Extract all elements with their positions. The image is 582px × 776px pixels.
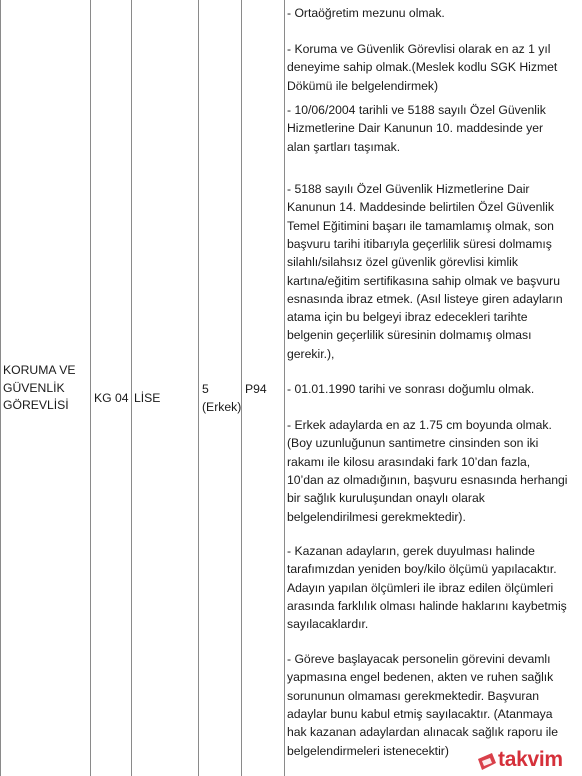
takvim-logo-text: takvim [498, 748, 563, 771]
requirement-line: adaylar bunu kabul etmiş sayılacaktır. (Atanmaya [287, 706, 553, 721]
requirement-line: başvuru tarihi itibarıyla geçerlilik süresi dolmamış [287, 236, 552, 251]
requirement-line: 10’dan az olmadığının, başvuru esnasında herhangi [287, 472, 568, 487]
requirement-line: - Ortaöğretim mezunu olmak. [287, 6, 445, 20]
requirement-line: esnasında ibraz etmek. (Asıl listeye giren adayların [287, 291, 563, 306]
requirement-line: bir sağlık kuruluşundan onaylı olarak [287, 491, 485, 506]
requirement-line: sayılacaklardır. [287, 617, 369, 632]
requirement-line: - Erkek adaylarda en az 1.75 cm boyunda olmak. [287, 418, 552, 432]
requirement-line: Dökümü ile belgelendirmek) [287, 78, 439, 93]
requirement-line: - 10/06/2004 tarihli ve 5188 sayılı Özel Güvenlik [287, 103, 546, 117]
requirement-line: (Boy uzunluğunun santimetre cinsinden son iki [287, 436, 539, 451]
takvim-logo-icon [476, 751, 498, 773]
requirements-cell [287, 0, 582, 776]
requirement-line: - 01.01.1990 tarihi ve sonrası doğumlu olmak. [287, 382, 535, 396]
requirement-line: tarafımızdan yeniden boy/kilo ölçümü yapılacaktır. [287, 562, 557, 577]
requirement-line: sorununun olmaması gerekmektedir. Başvuran [287, 688, 540, 703]
requirement-line: belgelendirmeleri istenecektir) [287, 743, 449, 758]
column-divider [284, 0, 285, 776]
requirement-line: yapmasına engel bedenen, akten ve ruhen sağlık [287, 670, 554, 685]
requirement-line: rakamı ile kilosu arasındaki fark 10’dan fazla, [287, 454, 531, 469]
requirement-line: alan şartları taşımak. [287, 139, 401, 154]
column-divider [90, 0, 91, 776]
requirement-line: Adayın yapılan ölçümleri ile ibraz edilen ölçümleri [287, 580, 554, 595]
score-type-cell: P94 [245, 382, 267, 396]
position-title-cell: KORUMA VE GÜVENLİK GÖREVLİSİ [3, 363, 76, 412]
requirement-line: deneyime sahip olmak.(Meslek kodlu SGK Hizmet [287, 60, 558, 75]
requirement-line: Kanunun 14. Maddesinde belirtilen Özel Güvenlik [287, 200, 554, 215]
table-border [0, 0, 1, 776]
requirement-line: silahlı/silahsız özel güvenlik görevlisi kimlik [287, 255, 518, 270]
requirement-line: - Göreve başlayacak personelin görevini devamlı [287, 652, 551, 666]
requirement-line: Temel Eğitimini başarı ile tamamlamış olmak, son [287, 218, 554, 233]
column-divider [198, 0, 199, 776]
requirement-line: belgenin geçerlilik süresinin dolmamış olması [287, 328, 532, 343]
requirement-line: kartına/eğitim sertifikasına sahip olmak ve başvuru [287, 273, 560, 288]
requirement-line: arasında farklılık olması halinde haklarını kaybetmiş [287, 598, 567, 613]
education-level-cell: LİSE [134, 391, 161, 405]
requirement-line: - 5188 sayılı Özel Güvenlik Hizmetlerine Dair [287, 182, 530, 196]
quota-cell: 5 (Erkek) [202, 382, 242, 414]
requirement-line: gerekir.), [287, 346, 335, 361]
requirement-line: - Koruma ve Güvenlik Görevlisi olarak en az 1 yıl [287, 42, 551, 56]
requirement-line: atama için bu belgeyi ibraz edecekleri tarihte [287, 310, 528, 325]
requirement-line: hak kazanan adaylardan alınacak sağlık raporu ile [287, 725, 559, 740]
position-code-cell: KG 04 [94, 391, 129, 405]
takvim-logo [476, 748, 582, 776]
requirement-line: belgelendirilmesi gerekmektedir). [287, 509, 466, 524]
column-divider [131, 0, 132, 776]
requirement-line: - Kazanan adayların, gerek duyulması halinde [287, 544, 535, 558]
requirement-line: Hizmetlerine Dair Kanunun 10. maddesinde yer [287, 121, 544, 136]
